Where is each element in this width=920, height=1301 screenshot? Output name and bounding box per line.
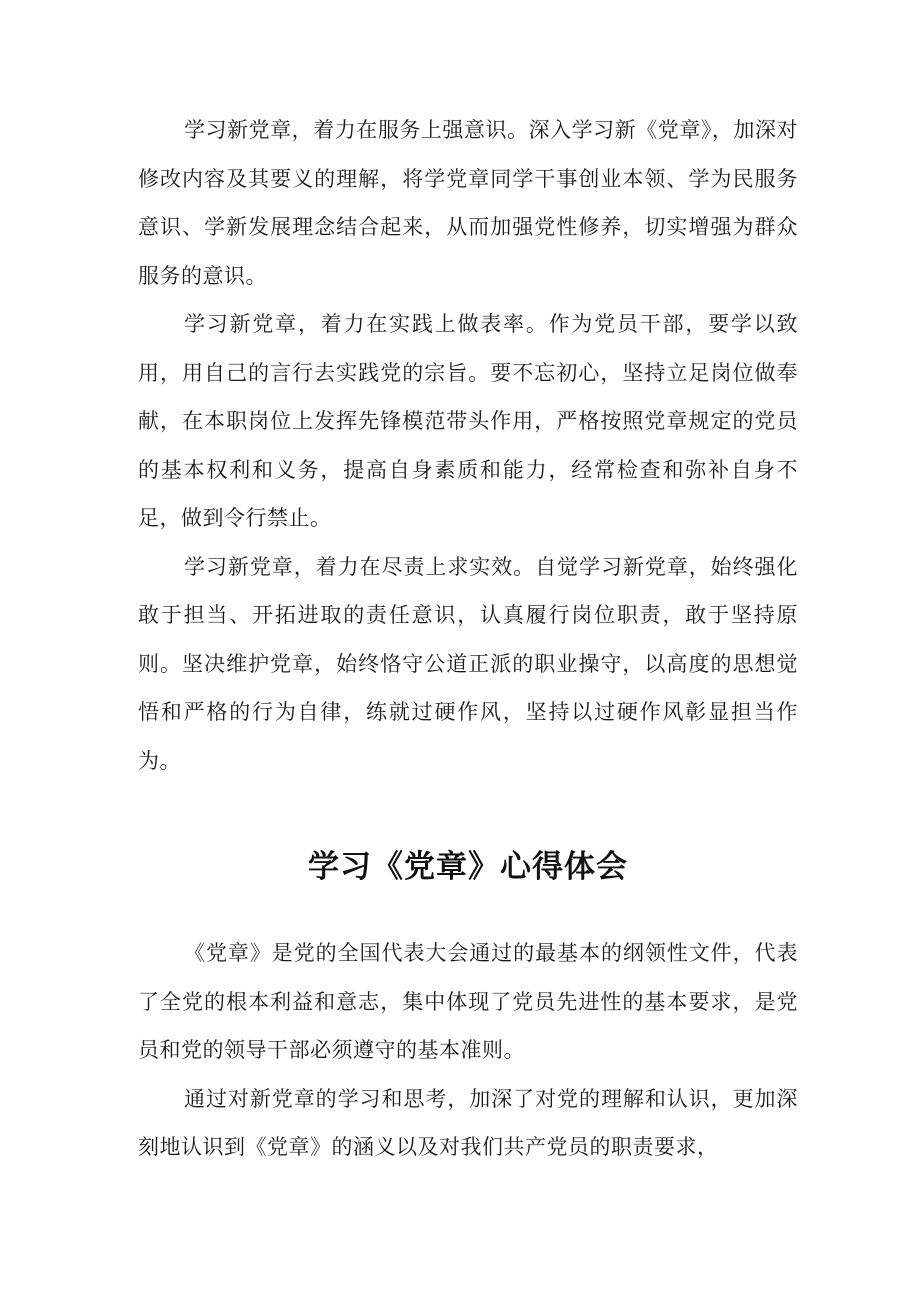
section-title: 学习《党章》心得体会: [308, 849, 628, 885]
paragraph-responsibility: 学习新党章，着力在尽责上求实效。自觉学习新党章，始终强化敢于担当、开拓进取的责任意识，认真履行岗位职责，敢于坚持原则。坚决维护党章，始终恪守公道正派的职业操守，以高度的思想觉悟和严格的行为自律，练就过硬作风，坚持以过硬作风彰显担当作为。: [138, 554, 798, 773]
paragraph-party-constitution: 《党章》是党的全国代表大会通过的最基本的纲领性文件，代表了全党的根本利益和意志，集中体现了党员先进性的基本要求，是党员和党的领导干部必须遵守的基本准则。: [138, 941, 798, 1062]
document-body: [138, 106, 798, 1172]
paragraph-practice: 学习新党章，着力在实践上做表率。作为党员干部，要学以致用，用自己的言行去实践党的宗旨。要不忘初心，坚持立足岗位做奉献，在本职岗位上发挥先锋模范带头作用，严格按照党章规定的党员的基本权利和义务，提高自身素质和能力，经常检查和弥补自身不足，做到令行禁止。: [138, 312, 798, 530]
paragraph-service: 学习新党章，着力在服务上强意识。深入学习新《党章》，加深对修改内容及其要义的理解，将学党章同学干事创业本领、学为民服务意识、学新发展理念结合起来，从而加强党性修养，切实增强为群众服务的意识。: [138, 118, 798, 288]
paragraph-study-reflection: 通过对新党章的学习和思考，加深了对党的理解和认识，更加深刻地认识到《党章》的涵义以及对我们共产党员的职责要求，: [138, 1086, 798, 1159]
